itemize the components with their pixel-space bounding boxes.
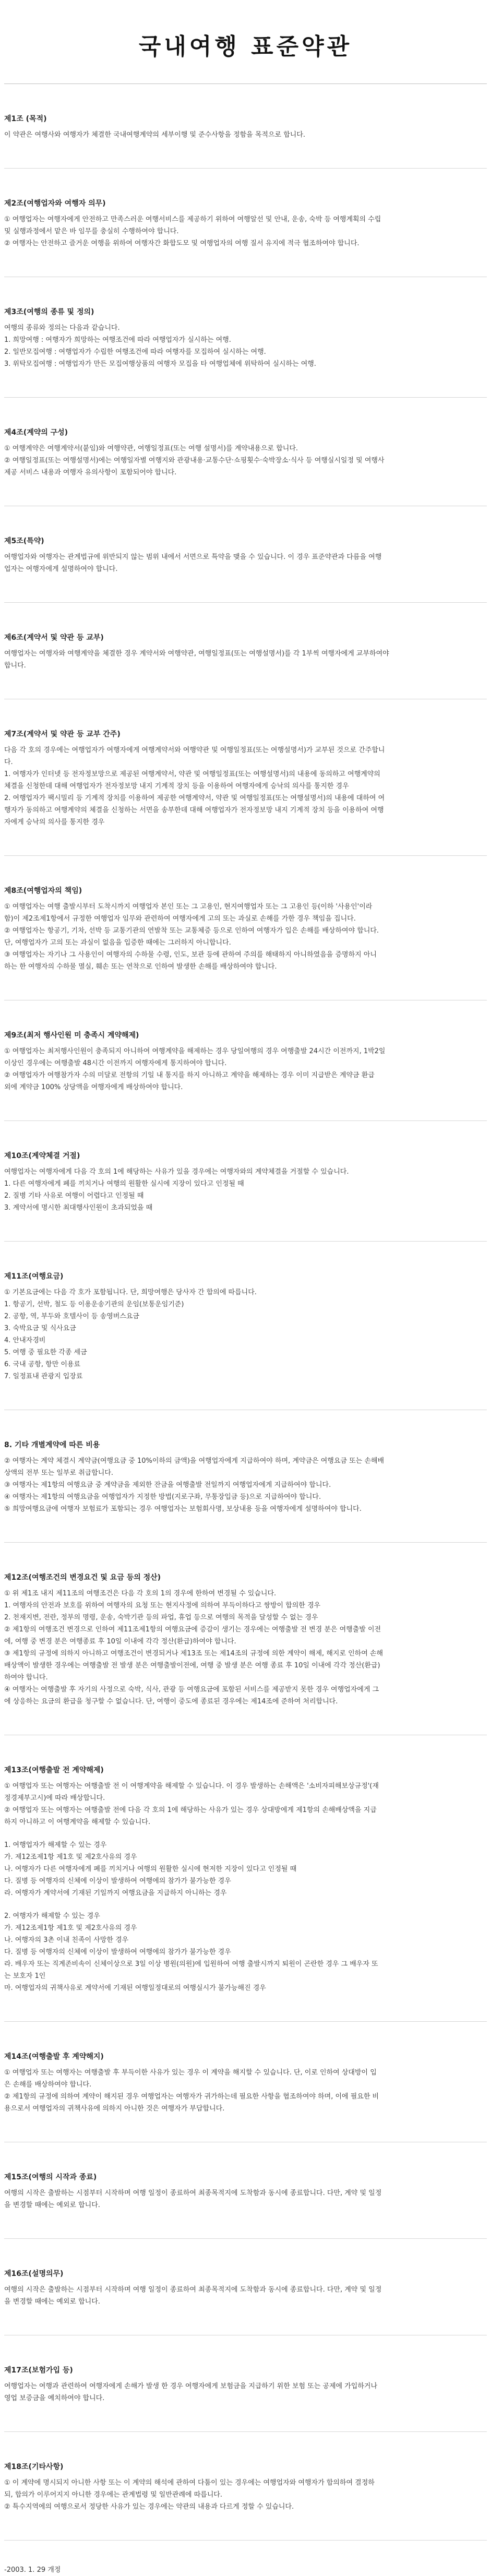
article-line: ① 여행계약은 여행계약서(붙임)와 여행약관, 여행일정표(또는 여행 설명서)를 계약내용으로 합니다. [4,445,298,452]
article-line: 2. 일반모집여행 : 여행업자가 수립한 여행조건에 따라 여행자를 모집하여 실시하는 여행. [4,348,266,356]
article-heading: 제18조(기타사항) [4,2463,64,2471]
article-line: ④ 여행자는 제1항의 여행요금을 여행업자가 지정한 방법(지로구좌, 무통장입금 등)으로 지급하여야 합니다. [4,1493,321,1501]
article-line: 하지 아니하고 이 여행계약을 해제할 수 있습니다. [4,1818,151,1826]
article-line: 3. 위탁모집여행 : 여행업자가 만든 모집여행상품의 여행자 모집을 타 여행업체에 위탁하여 실시하는 여행. [4,360,316,368]
article-line: 2. 천재지변, 전란, 정부의 명령, 운송, 숙박기관 등의 파업, 휴업 등으로 여행의 목적을 달성할 수 없는 경우 [4,1614,318,1621]
revision-date: -2003. 1. 29 개정 [4,2566,61,2574]
article-line: 2. 질병 기타 사유로 여행이 어렵다고 인정될 때 [4,1192,144,1200]
article-heading: 제8조(여행업자의 책임) [4,887,82,895]
article-line: 라. 여행자가 계약서에 기재된 기일까지 여행요금을 지급하지 아니하는 경우 [4,1889,227,1897]
article-heading: 제17조(보험가입 등) [4,2366,73,2375]
article-line: 나. 여행자의 3촌 이내 친족이 사망한 경우 [4,1936,129,1944]
page-title: 국내여행 표준약관 [138,33,353,60]
article-line: 여행업자와 여행자는 관계법규에 위반되지 않는 범위 내에서 서면으로 특약을 맺을 수 있습니다. 이 경우 표준약관과 다름을 여행 [4,553,382,561]
article-line: 1. 희망여행 : 여행자가 희망하는 여행조건에 따라 여행업자가 실시하는 여행. [4,336,231,344]
article-heading: 제2조(여행업자와 여행자 의무) [4,199,106,208]
article-line: 4. 안내자경비 [4,1337,46,1344]
article-line: ④ 여행자는 여행출발 후 자기의 사정으로 숙박, 식사, 관광 등 여행요금에 포함된 서비스를 제공받지 못한 경우 여행업자에게 그 [4,1686,379,1694]
article-heading: 제15조(여행의 시작과 종료) [4,2173,97,2181]
article-body [4,1780,487,1994]
article-line: 하는 한 여행자의 수하물 멸실, 훼손 또는 연착으로 인하여 발생한 손해를 배상하여야 합니다. [4,963,277,971]
article-line: 다. 질병 등 여행자의 신체에 이상이 발생하여 여행에의 참가가 불가능한 경우 [4,1948,231,1956]
article-line: ① 기본요금에는 다음 각 호가 포함됩니다. 단, 희망여행은 당사자 간 합의에 따릅니다. [4,1289,257,1296]
article-body [4,2187,487,2211]
article-line: 이 약관은 여행사와 여행자가 체결한 국내여행계약의 세부이행 및 준수사항을 정함을 목적으로 합니다. [4,131,306,139]
article-section [4,1735,487,2022]
article-line: ① 여행업자는 최저행사인원이 충족되지 아니하여 여행계약을 해제하는 경우 당일여행의 경우 여행출발 24시간 이전까지, 1박2일 [4,1047,386,1055]
article-heading: 제12조(여행조건의 변경요건 및 요금 등의 정산) [4,1573,161,1582]
article-line: ② 여행업자가 여행참가자 수의 미달로 전항의 기일 내 통지를 하지 아니하고 계약을 해제하는 경우 이미 지급받은 계약금 환급 [4,1071,375,1079]
article-line: ③ 여행업자는 자기나 그 사용인이 여행자의 수하물 수령, 인도, 보관 등에 관하여 주의를 해태하지 아니하였음을 증명하지 아니 [4,951,377,959]
article-section [4,277,487,398]
article-body [4,744,487,828]
article-line: 및 실행과정에서 맡은 바 임무를 충실히 수행하여야 합니다. [4,228,179,235]
article-heading: 제13조(여행출발 전 계약해제) [4,1766,104,1774]
article-body [4,1166,487,1214]
article-line: 여행업자는 여행과 관련하여 여행자에게 손해가 발생 한 경우 여행자에게 보험금을 지급하기 위한 보험 또는 공제에 가입하거나 [4,2382,378,2390]
article-body [4,1455,487,1515]
article-line: 용으로서 여행업자의 귀책사유에 의하지 아니한 것은 여행자가 부담합니다. [4,2105,225,2113]
article-body [4,1286,487,1382]
article-line: 행자가 동의하고 여행계약의 체결을 신청하는 서면을 송부한데 대해 여행업자가 전자정보망 내지 기계적 장치 등을 이용하여 여행 [4,806,384,814]
article-line: 6. 국내 공항, 항만 이용료 [4,1361,81,1368]
article-line: ③ 여행자는 제1항의 여행요금 중 계약금을 제외한 잔금을 여행출발 전일까지 여행업자에게 지급하여야 합니다. [4,1481,331,1489]
article-line: 는 보호자 1인 [4,1972,46,1980]
article-line: 다. 질병 등 여행자의 신체에 이상이 발생하여 여행에의 참가가 불가능한 경우 [4,1877,231,1885]
article-heading: 제1조 (목적) [4,115,47,123]
article-section [4,1000,487,1121]
article-line: ① 여행업자는 여행자에게 안전하고 만족스러운 여행서비스를 제공하기 위하여 여행알선 및 안내, 운송, 숙박 등 여행계획의 수립 [4,216,381,223]
article-line: 을 변경할 때에는 예외로 합니다. [4,2298,100,2306]
article-body [4,129,487,141]
article-line: ② 여행업자는 항공기, 기차, 선박 등 교통기관의 연발착 또는 교통체증 등으로 인하여 여행자가 입은 손해를 배상하여야 합니다. [4,927,379,935]
article-line: ⑤ 희망여행요금에 여행자 보험료가 포함되는 경우 여행업자는 보험회사명, 보상내용 등을 여행자에게 설명하여야 합니다. [4,1505,362,1513]
article-section [4,1410,487,1543]
article-line: 2. 여행업자가 팩시밀리 등 기계적 장치를 이용하여 제공한 여행계약서, 약관 및 여행일정표(또는 여행설명서)의 내용에 대하여 여 [4,794,385,802]
article-section [4,1242,487,1410]
article-heading: 제16조(설명의무) [4,2270,64,2278]
article-section [4,1121,487,1242]
article-line: 여행의 시작은 출발하는 시점부터 시작하며 여행 일정이 종료하여 최종목적지에 도착함과 동시에 종료합니다. 다만, 계약 및 일정 [4,2189,382,2197]
article-line: 1. 항공기, 선박, 철도 등 이용운송기관의 운임(보통운임기준) [4,1301,184,1308]
article-line: 여행업자는 여행자와 여행계약을 체결한 경우 계약서와 여행약관, 여행일정표(또는 여행설명서)를 각 1부씩 여행자에게 교부하여야 [4,650,389,658]
article-line: 3. 숙박요금 및 식사요금 [4,1325,76,1332]
article-line: 정경제부고시)에 따라 배상합니다. [4,1794,105,1802]
article-section [4,2239,487,2335]
article-heading: 제10조(계약체결 거절) [4,1152,80,1160]
article-line: ② 여행일정표(또는 여행설명서)에는 여행일자별 여행지와 관광내용·교통수단·쇼핑횟수·숙박장소·식사 등 여행실시일정 및 여행사 [4,457,385,464]
article-line: ② 여행자는 계약 체결시 계약금(여행요금 중 10%이하의 금액)을 여행업자에게 지급하여야 하며, 계약금은 여행요금 또는 손해배 [4,1457,385,1465]
article-section [4,2432,487,2541]
article-line: 단, 여행업자가 고의 또는 과실이 없음을 입증한 때에는 그러하지 아니합니다. [4,939,231,947]
article-line: 에, 여행 중 변경 분은 여행종료 후 10일 이내에 각각 정산(환급)하여야 합니다. [4,1638,236,1645]
article-line: ② 제1항의 여행조건 변경으로 인하여 제11조제1항의 여행요금에 증감이 생기는 경우에는 여행출발 전 변경 분은 여행출발 이전 [4,1626,381,1633]
article-body [4,551,487,575]
article-line: 1. 여행자의 안전과 보호를 위하여 여행자의 요청 또는 현지사정에 의하여 부득이하다고 쌍방이 합의한 경우 [4,1602,321,1609]
article-heading: 제6조(계약서 및 약관 등 교부) [4,634,104,642]
article-line: ① 여행업자 또는 여행자는 여행출발 후 부득이한 사유가 있는 경우 이 계약을 해지할 수 있습니다. 단, 이로 인하여 상대방이 입 [4,2069,377,2077]
article-heading: 제9조(최저 행사인원 미 충족시 계약해제) [4,1031,139,1040]
article-line: 함)이 제2조제1항에서 규정한 여행업자 임무와 관련하여 여행자에게 고의 또는 과실로 손해를 가한 경우 책임을 집니다. [4,915,356,923]
article-heading: 제7조(계약서 및 약관 등 교부 간주) [4,730,121,738]
article-line: 은 손해를 배상하여야 합니다. [4,2081,92,2089]
article-line: 3. 계약서에 명시한 최대행사인원이 초과되었을 때 [4,1204,153,1212]
article-line: 상액의 전부 또는 일부로 취급합니다. [4,1469,114,1477]
article-body [4,2284,487,2308]
article-body [4,2477,487,2513]
article-line: ① 여행업자는 여행 출발시부터 도착시까지 여행업자 본인 또는 그 고용인, 현지여행업자 또는 그 고용인 등(이하 '사용인'이라 [4,903,373,911]
article-section [4,2142,487,2239]
article-line: 가. 제12조제1항 제1호 및 제2호사유의 경우 [4,1924,137,1932]
article-body [4,443,487,479]
article-line: ② 특수지역에의 여행으로서 정당한 사유가 있는 경우에는 약관의 내용과 다르게 정할 수 있습니다. [4,2503,294,2511]
article-body [4,2067,487,2115]
article-line: 나. 여행자가 다른 여행자에게 폐를 끼치거나 여행의 원활한 실시에 현저한 지장이 있다고 인정될 때 [4,1865,297,1873]
article-line: 2. 공항, 역, 부두와 호텔사이 등 송영버스요금 [4,1313,139,1320]
article-body [4,648,487,672]
article-line: 2. 여행자가 해제할 수 있는 경우 [4,1912,100,1920]
article-heading: 8. 기타 개별계약에 따른 비용 [4,1441,100,1449]
article-heading: 제11조(여행요금) [4,1272,64,1281]
article-line: ② 여행업자 또는 여행자는 여행출발 전에 다음 각 호의 1에 해당하는 사유가 있는 경우 상대방에게 제1항의 손해배상액을 지급 [4,1806,377,1814]
article-heading: 제3조(여행의 종류 및 정의) [4,308,94,316]
article-line: 되, 합의가 이루어지지 아니한 경우에는 관계법령 및 일반관례에 따릅니다. [4,2491,223,2499]
article-section [4,398,487,506]
article-body [4,901,487,973]
article-line: 합니다. [4,662,26,670]
article-line: 외에 계약금 100% 상당액을 여행자에게 배상하여야 합니다. [4,1083,183,1091]
article-line: 자에게 승낙의 의사를 통지한 경우 [4,818,105,826]
article-line: 가. 제12조제1항 제1호 및 제2호사유의 경우 [4,1853,137,1861]
article-line: 5. 여행 중 필요한 각종 세금 [4,1349,87,1356]
article-line: 체결을 신청한데 대해 여행업자가 전자정보망 내지 기계적 장치 등을 이용하여 여행자에게 승낙의 의사를 통지한 경우 [4,782,349,790]
article-section [4,1543,487,1735]
article-section [4,2335,487,2432]
article-body [4,213,487,249]
article-section [4,169,487,277]
article-line: 다. [4,758,13,766]
article-line: 라. 배우자 또는 직계존비속이 신체이상으로 3일 이상 병원(의원)에 입원하여 여행 출발시까지 퇴원이 곤란한 경우 그 배우자 또 [4,1960,378,1968]
article-line: 제공 서비스 내용과 여행자 유의사항이 포함되어야 합니다. [4,469,177,476]
articles-container [4,84,487,2541]
article-line: ③ 제1항의 규정에 의하지 아니하고 여행조건이 변경되거나 제13조 또는 제14조의 규정에 의한 계약이 해제, 해지로 인하여 손해 [4,1650,384,1657]
article-line: 배상액이 발생한 경우에는 여행출발 전 발생 분은 여행출발이전에, 여행 중 발생 분은 여행 종료 후 10일 이내에 각각 정산(환급) [4,1662,380,1669]
article-section [4,2022,487,2142]
article-section [4,856,487,1000]
article-line: 7. 일정표내 관광지 입장료 [4,1373,83,1380]
article-line: 1. 다른 여행자에게 폐를 끼치거나 여행의 원활한 실시에 지장이 있다고 인정될 때 [4,1180,244,1188]
article-line: 여행업자는 여행자에게 다음 각 호의 1에 해당하는 사유가 있을 경우에는 여행자와의 계약체결을 거절할 수 있습니다. [4,1168,349,1176]
article-line: 1. 여행자가 인터넷 등 전자정보망으로 제공된 여행계약서, 약관 및 여행일정표(또는 여행설명서)의 내용에 동의하고 여행계약의 [4,770,380,778]
article-line: 다음 각 호의 경우에는 여행업자가 여행자에게 여행계약서와 여행약관 및 여행일정표(또는 여행설명서)가 교부된 것으로 간주합니 [4,746,385,754]
article-line: 이상인 경우에는 여행출발 48시간 이전까지 여행자에게 통지하여야 합니다. [4,1059,227,1067]
article-line: ① 위 제1조 내지 제11조의 여행조건은 다음 각 호의 1의 경우에 한하여 변경될 수 있습니다. [4,1590,277,1597]
article-section [4,506,487,603]
article-line: ② 여행자는 안전하고 즐거운 여행을 위하여 여행자간 화합도모 및 여행업자의 여행 질서 유지에 적극 협조하여야 합니다. [4,240,360,247]
article-line: 영업 보증금을 예치하여야 합니다. [4,2394,105,2402]
article-line: ① 여행업자 또는 여행자는 여행출발 전 이 여행계약을 해제할 수 있습니다. 이 경우 발생하는 손해액은 '소비자피해보상규정'(재 [4,1782,379,1790]
article-line: ① 이 계약에 명시되지 아니한 사항 또는 이 계약의 해석에 관하여 다툼이 있는 경우에는 여행업자와 여행자가 합의하여 결정하 [4,2479,375,2487]
article-heading: 제4조(계약의 구성) [4,428,68,437]
article-heading: 제5조(특약) [4,537,44,545]
article-section [4,699,487,856]
article-line: 을 변경할 때에는 예외로 합니다. [4,2201,100,2209]
article-line: 여행의 시작은 출발하는 시점부터 시작하며 여행 일정이 종료하여 최종목적지에 도착함과 동시에 종료합니다. 다만, 계약 및 일정 [4,2286,382,2294]
article-line: 업자는 여행자에게 설명하여야 합니다. [4,565,118,573]
article-line: ② 제1항의 규정에 의하여 계약이 해지된 경우 여행업자는 여행자가 귀가하는데 필요한 사항을 협조하여야 하며, 이에 필요한 비 [4,2093,379,2101]
article-line: 여행의 종류와 정의는 다음과 같습니다. [4,324,120,332]
article-line: 에 상응하는 요금의 환급을 청구할 수 없습니다. 단, 여행이 중도에 종료된 경우에는 제14조에 준하여 처리합니다. [4,1698,338,1706]
article-section [4,84,487,169]
article-body [4,1045,487,1093]
article-line: 마. 여행업자의 귀책사유로 계약서에 기재된 여행일정대로의 여행실시가 불가능해진 경우 [4,1984,266,1992]
article-heading: 제14조(여행출발 후 계약해지) [4,2053,104,2061]
article-body [4,2380,487,2404]
article-section [4,603,487,699]
article-line: 하여야 합니다. [4,1674,48,1681]
article-line: 1. 여행업자가 해제할 수 있는 경우 [4,1841,107,1849]
article-body [4,1588,487,1708]
article-body [4,322,487,370]
